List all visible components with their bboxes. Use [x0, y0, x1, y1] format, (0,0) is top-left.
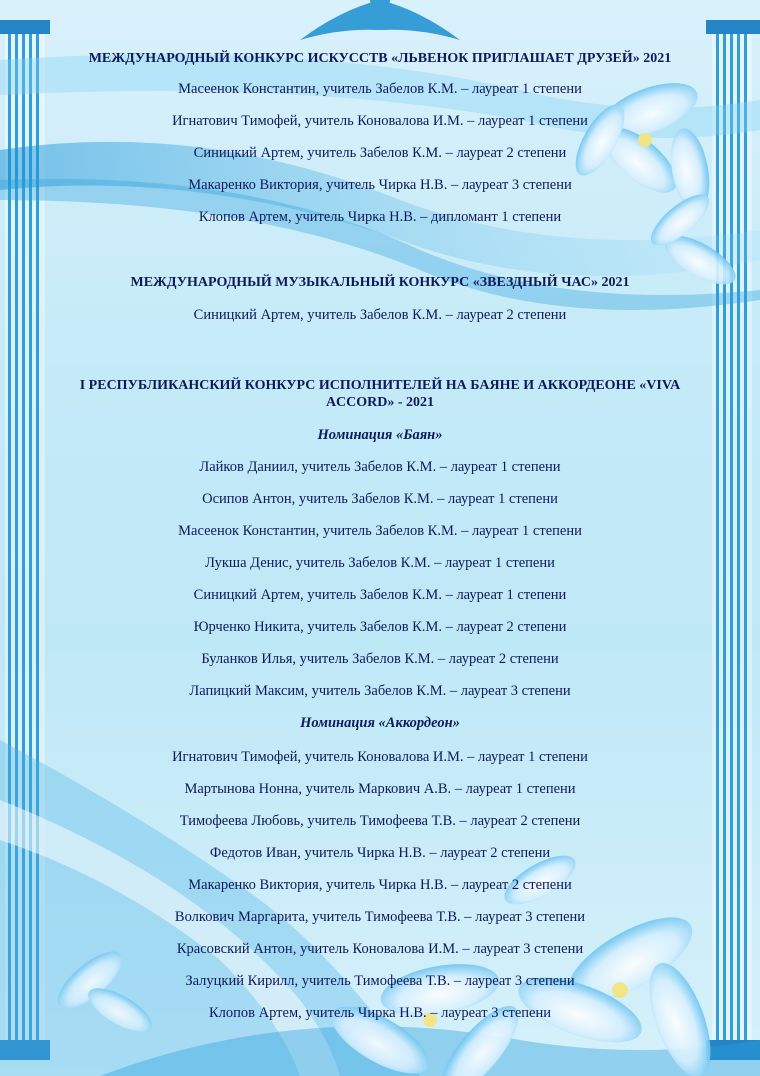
- list-item: Синицкий Артем, учитель Забелов К.М. – лауреат 2 степени: [193, 307, 567, 323]
- list-item: Масеенок Константин, учитель Забелов К.М. – лауреат 1 степени: [178, 81, 582, 97]
- list-item: Лайков Даниил, учитель Забелов К.М. – лауреат 1 степени: [199, 459, 561, 475]
- list-item: Осипов Антон, учитель Забелов К.М. – лауреат 1 степени: [202, 491, 558, 507]
- list-item: Волкович Маргарита, учитель Тимофеева Т.В. – лауреат 3 степени: [174, 909, 586, 925]
- section-title-line1: I РЕСПУБЛИКАНСКИЙ КОНКУРС ИСПОЛНИТЕЛЕЙ НА БАЯНЕ И АККОРДЕОНЕ «VIVA: [79, 378, 681, 393]
- nomination-heading: Номинация «Аккордеон»: [300, 715, 460, 731]
- list-item: Синицкий Артем, учитель Забелов К.М. – лауреат 1 степени: [193, 587, 567, 603]
- list-item: Мартынова Нонна, учитель Маркович А.В. – лауреат 1 степени: [184, 781, 576, 797]
- list-item: Федотов Иван, учитель Чирка Н.В. – лауреат 2 степени: [209, 845, 551, 861]
- top-ornament: [300, 0, 460, 40]
- list-item: Синицкий Артем, учитель Забелов К.М. – лауреат 2 степени: [193, 145, 567, 161]
- section-title: МЕЖДУНАРОДНЫЙ КОНКУРС ИСКУССТВ «ЛЬВЕНОК ПРИГЛАШАЕТ ДРУЗЕЙ» 2021: [88, 51, 672, 66]
- list-item: Клопов Артем, учитель Чирка Н.В. – дипломант 1 степени: [198, 209, 562, 225]
- list-item: Юрченко Никита, учитель Забелов К.М. – лауреат 2 степени: [193, 619, 567, 635]
- list-item: Залуцкий Кирилл, учитель Тимофеева Т.В. – лауреат 3 степени: [185, 973, 575, 989]
- list-item: Макаренко Виктория, учитель Чирка Н.В. – лауреат 3 степени: [188, 177, 572, 193]
- section-title: МЕЖДУНАРОДНЫЙ МУЗЫКАЛЬНЫЙ КОНКУРС «ЗВЕЗДНЫЙ ЧАС» 2021: [130, 275, 630, 290]
- list-item: Игнатович Тимофей, учитель Коновалова И.М. – лауреат 1 степени: [172, 113, 588, 129]
- list-item: Лапицкий Максим, учитель Забелов К.М. – лауреат 3 степени: [189, 683, 571, 699]
- list-item: Клопов Артем, учитель Чирка Н.В. – лауреат 3 степени: [209, 1005, 551, 1021]
- nomination-heading: Номинация «Баян»: [317, 427, 443, 443]
- list-item: Тимофеева Любовь, учитель Тимофеева Т.В. – лауреат 2 степени: [179, 813, 581, 829]
- list-item: Красовский Антон, учитель Коновалова И.М. – лауреат 3 степени: [176, 941, 584, 957]
- list-item: Лукша Денис, учитель Забелов К.М. – лауреат 1 степени: [205, 555, 555, 571]
- section-title-line2: ACCORD» - 2021: [325, 395, 435, 410]
- list-item: Масеенок Константин, учитель Забелов К.М. – лауреат 1 степени: [178, 523, 582, 539]
- list-item: Буланков Илья, учитель Забелов К.М. – лауреат 2 степени: [201, 651, 559, 667]
- list-item: Игнатович Тимофей, учитель Коновалова И.М. – лауреат 1 степени: [172, 749, 588, 765]
- list-item: Макаренко Виктория, учитель Чирка Н.В. – лауреат 2 степени: [188, 877, 572, 893]
